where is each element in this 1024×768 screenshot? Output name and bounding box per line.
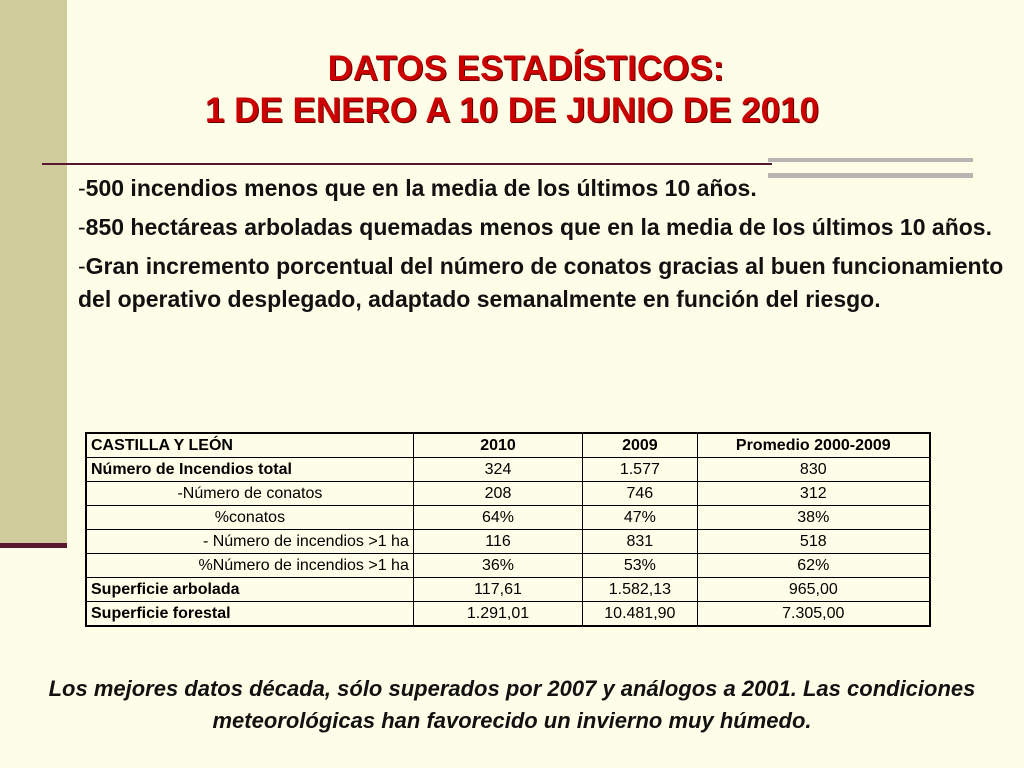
cell: 965,00 [697,578,930,602]
cell: 208 [413,482,582,506]
slide-title [0,48,1024,132]
bullet-item: -Gran incremento porcentual del número de conatos gracias al buen funcionamiento del operativo desplegado, adaptado semanalmente en función del riesgo. [78,253,1004,312]
header-average: Promedio 2000-2009 [697,433,930,458]
row-label: Superficie forestal [86,602,413,627]
cell: 53% [583,554,697,578]
statistics-table [85,432,931,627]
header-2009: 2009 [583,433,697,458]
cell: 746 [583,482,697,506]
cell: 324 [413,458,582,482]
row-label: -Número de conatos [86,482,413,506]
row-label: %conatos [86,506,413,530]
cell: 518 [697,530,930,554]
cell: 47% [583,506,697,530]
cell: 38% [697,506,930,530]
cell: 312 [697,482,930,506]
title-divider [42,163,772,165]
cell: 1.291,01 [413,602,582,627]
table-row [86,554,930,578]
cell: 7.305,00 [697,602,930,627]
table-row [86,602,930,627]
cell: 62% [697,554,930,578]
cell: 830 [697,458,930,482]
cell: 1.582,13 [583,578,697,602]
header-2010: 2010 [413,433,582,458]
bullet-item: -500 incendios menos que en la media de los últimos 10 años. [78,175,757,201]
bullet-list [78,172,1008,322]
title-line-1: DATOS ESTADÍSTICOS: [327,49,725,88]
cell: 117,61 [413,578,582,602]
row-label: - Número de incendios >1 ha [86,530,413,554]
footer-note: Los mejores datos década, sólo superados por 2007 y análogos a 2001. Las condiciones meteorológicas han favorecido un invierno muy húmedo. [48,676,976,733]
table-row [86,506,930,530]
table-row [86,578,930,602]
header-region: CASTILLA Y LEÓN [86,433,413,458]
cell: 831 [583,530,697,554]
cell: 116 [413,530,582,554]
title-line-2: 1 DE ENERO A 10 DE JUNIO DE 2010 [204,91,820,130]
cell: 1.577 [583,458,697,482]
bullet-item: -850 hectáreas arboladas quemadas menos que en la media de los últimos 10 años. [78,214,992,240]
row-label: %Número de incendios >1 ha [86,554,413,578]
table-row [86,458,930,482]
cell: 36% [413,554,582,578]
row-label: Número de Incendios total [86,458,413,482]
table-header-row [86,433,930,458]
gray-accent-bar-top [768,158,973,162]
cell: 64% [413,506,582,530]
cell: 10.481,90 [583,602,697,627]
row-label: Superficie arbolada [86,578,413,602]
table-row [86,482,930,506]
side-decor-line [0,543,67,548]
table-row [86,530,930,554]
